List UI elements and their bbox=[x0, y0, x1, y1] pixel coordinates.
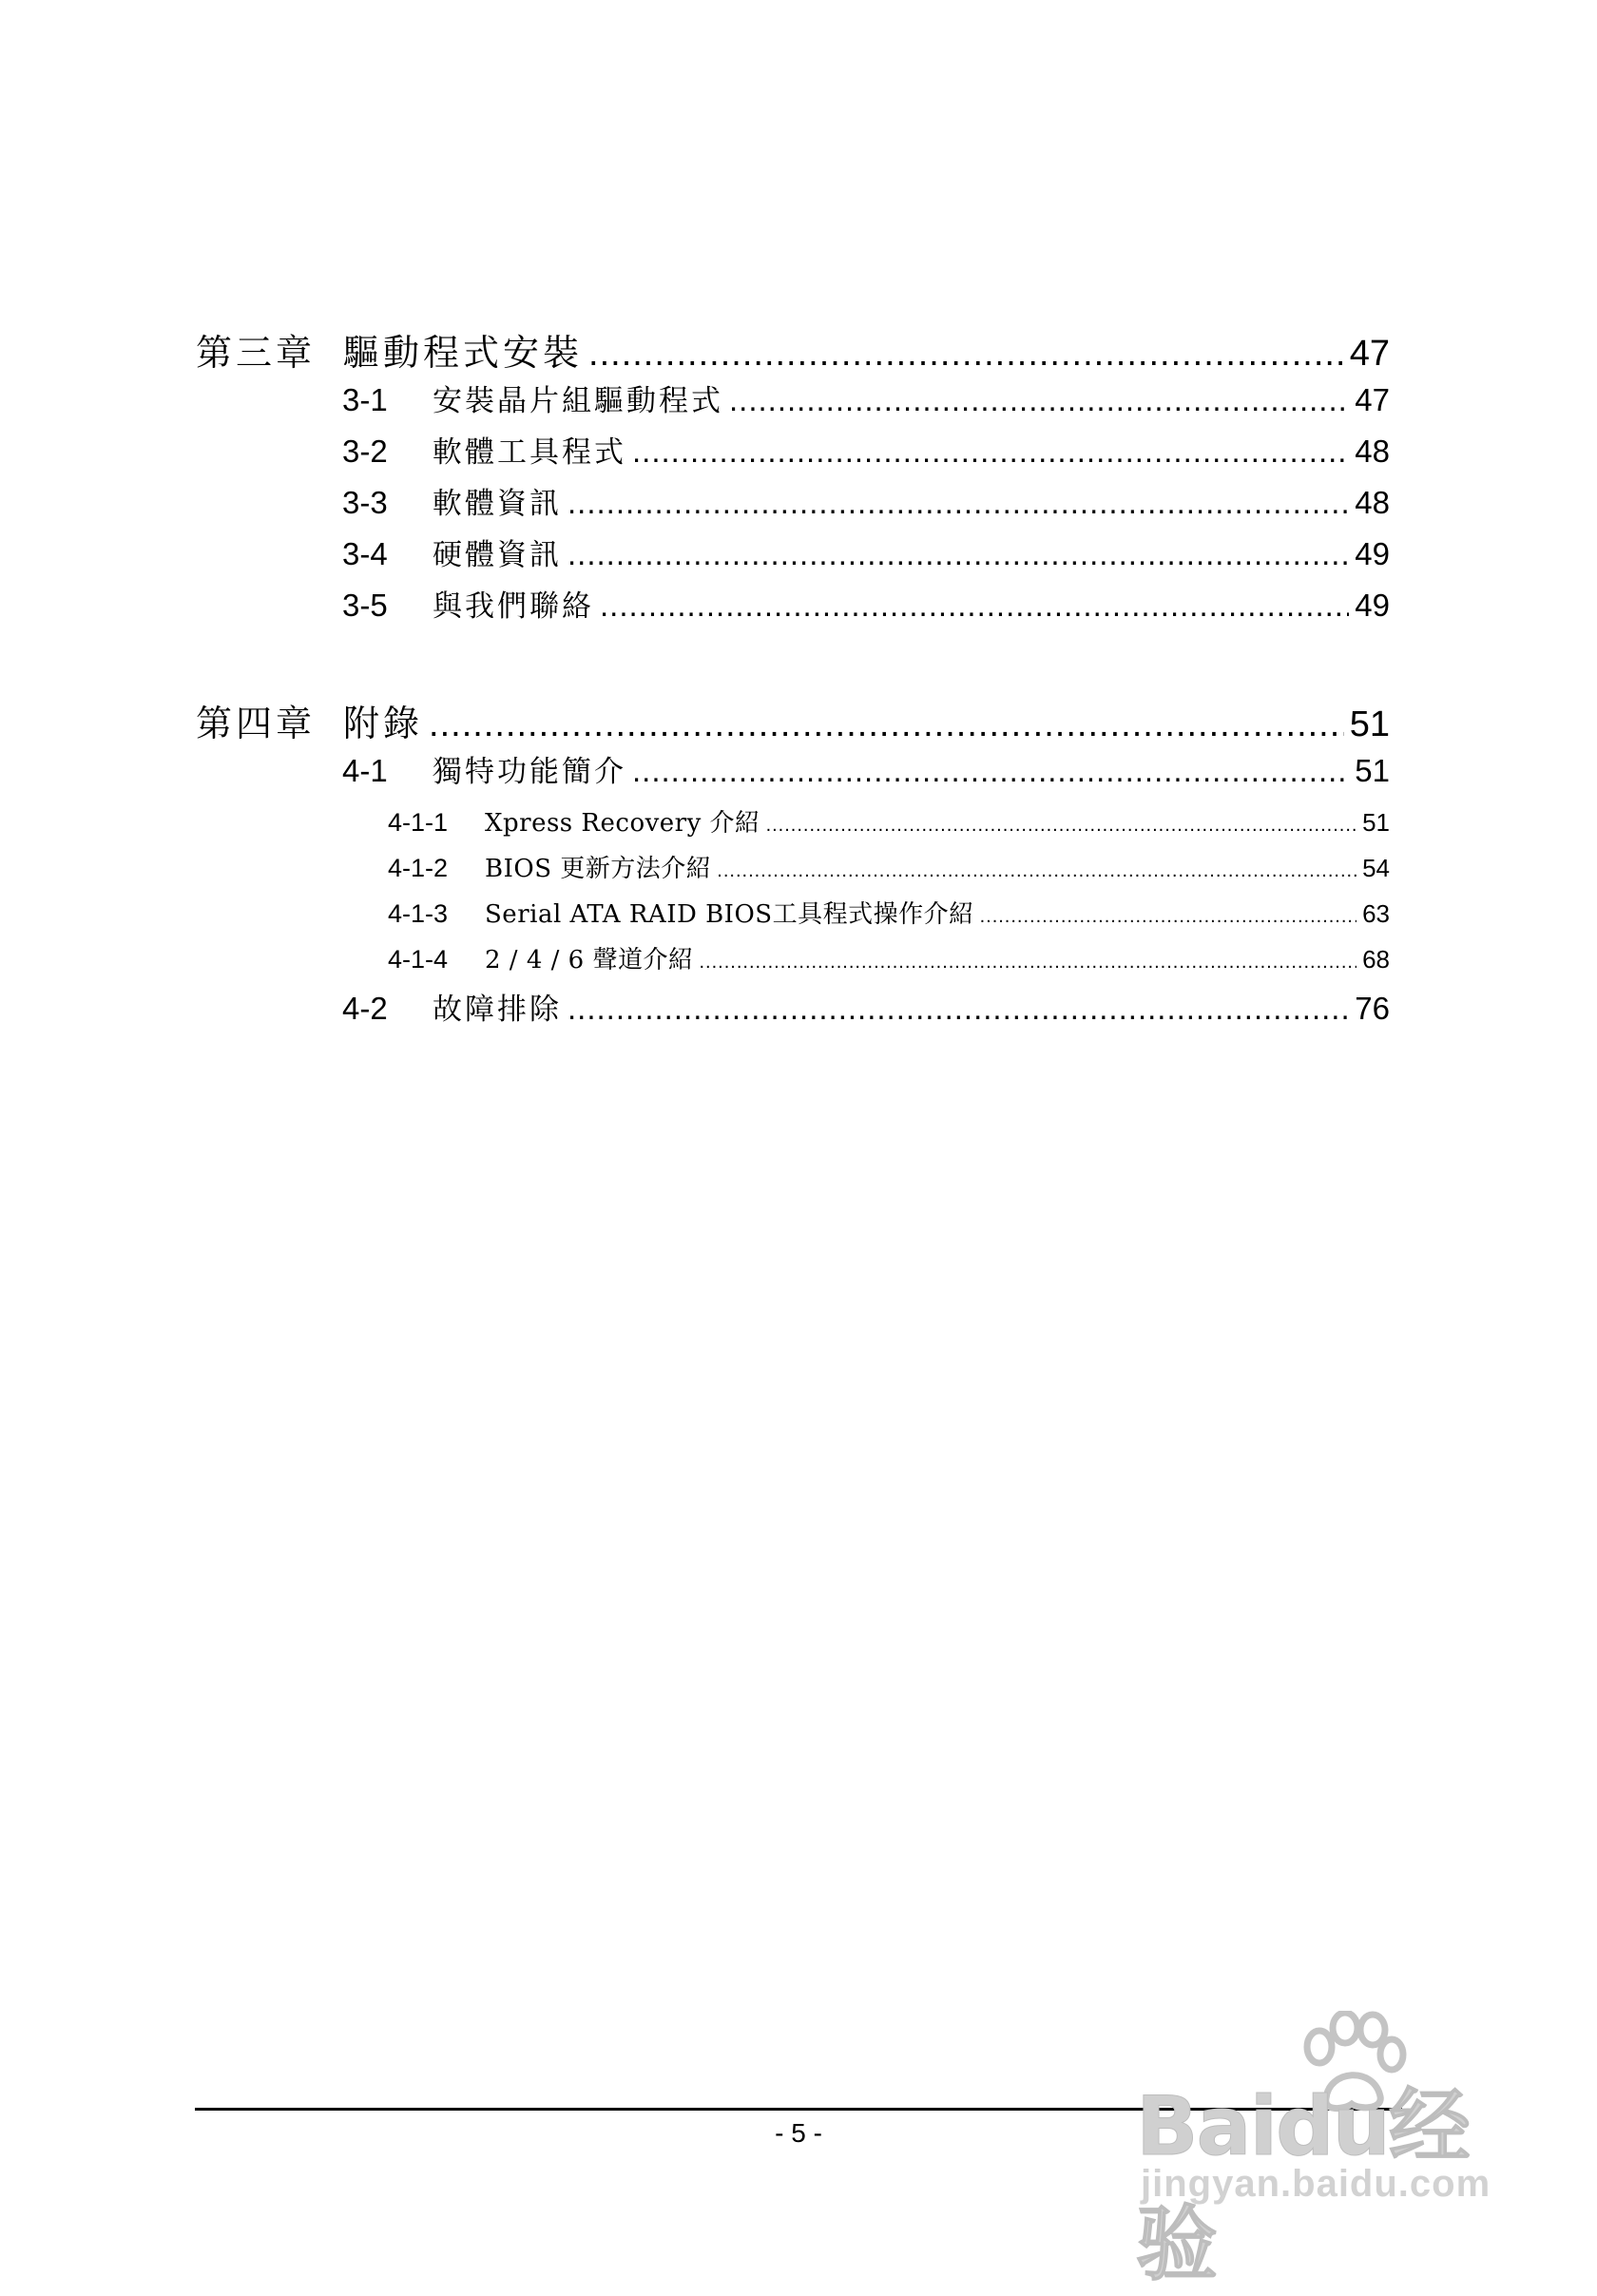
page-number: 68 bbox=[1362, 945, 1390, 974]
dot-leader bbox=[717, 860, 1356, 882]
baidu-watermark bbox=[1122, 2011, 1521, 2292]
section-number: 4-1 bbox=[342, 753, 388, 788]
subsection-title: Xpress Recovery 介紹 bbox=[485, 809, 760, 838]
watermark-url: jingyan.baidu.com bbox=[1141, 2163, 1491, 2205]
toc-section-3-2[interactable] bbox=[342, 428, 1390, 471]
section-number: 3-5 bbox=[342, 588, 388, 623]
section-title: 故障排除 bbox=[433, 993, 562, 1027]
subsection-number: 4-1-1 bbox=[388, 808, 449, 837]
page-number: 63 bbox=[1362, 899, 1390, 928]
page-number: 47 bbox=[1349, 334, 1390, 374]
page-number: 51 bbox=[1349, 704, 1390, 744]
page-number: 76 bbox=[1355, 991, 1390, 1026]
section-title: 與我們聯絡 bbox=[433, 589, 594, 624]
toc-subsection-4-1-1[interactable] bbox=[388, 803, 1390, 839]
dot-leader bbox=[766, 815, 1357, 837]
page-number: 54 bbox=[1362, 854, 1390, 882]
section-title: 硬體資訊 bbox=[433, 538, 562, 572]
chapter-number: 第三章 bbox=[196, 332, 317, 374]
toc-chapter-3[interactable] bbox=[196, 323, 1390, 376]
toc-subsection-4-1-4[interactable] bbox=[388, 940, 1390, 975]
toc-section-3-3[interactable] bbox=[342, 479, 1390, 522]
section-title: 軟體資訊 bbox=[433, 487, 562, 521]
section-title: 獨特功能簡介 bbox=[433, 755, 626, 789]
dot-leader bbox=[600, 588, 1349, 624]
toc-section-4-2[interactable] bbox=[342, 985, 1390, 1028]
section-number: 3-4 bbox=[342, 536, 388, 571]
toc-section-4-1[interactable] bbox=[342, 747, 1390, 790]
toc-section-3-4[interactable] bbox=[342, 531, 1390, 573]
section-title: 安裝晶片組驅動程式 bbox=[433, 384, 723, 418]
subsection-title: 2 / 4 / 6 聲道介紹 bbox=[485, 946, 694, 974]
page-number: 51 bbox=[1355, 753, 1390, 788]
toc-section-3-5[interactable] bbox=[342, 582, 1390, 625]
dot-leader bbox=[699, 952, 1356, 974]
dot-leader bbox=[632, 434, 1349, 470]
subsection-title: BIOS 更新方法介紹 bbox=[485, 855, 712, 883]
dot-leader bbox=[568, 991, 1349, 1027]
page-number: 51 bbox=[1362, 808, 1390, 837]
section-title: 軟體工具程式 bbox=[433, 435, 626, 470]
dot-leader bbox=[632, 753, 1349, 789]
page-number: 48 bbox=[1355, 485, 1390, 520]
page-number: 47 bbox=[1355, 382, 1390, 417]
dot-leader bbox=[429, 704, 1344, 745]
dot-leader bbox=[729, 382, 1349, 418]
page-number: 49 bbox=[1355, 588, 1390, 623]
section-number: 3-3 bbox=[342, 485, 388, 520]
toc-chapter-4[interactable] bbox=[196, 694, 1390, 746]
subsection-title: Serial ATA RAID BIOS工具程式操作介紹 bbox=[485, 900, 974, 929]
section-number: 4-2 bbox=[342, 991, 388, 1026]
section-number: 3-2 bbox=[342, 434, 388, 469]
dot-leader bbox=[568, 536, 1349, 572]
chapter-number: 第四章 bbox=[196, 703, 317, 744]
toc-section-3-1[interactable] bbox=[342, 376, 1390, 419]
watermark-brand: Baidu经验 bbox=[1136, 2079, 1469, 2292]
subsection-number: 4-1-4 bbox=[388, 945, 449, 974]
chapter-title: 驅動程式安裝 bbox=[343, 332, 584, 374]
dot-leader bbox=[588, 334, 1344, 375]
section-number: 3-1 bbox=[342, 382, 388, 417]
chapter-title: 附錄 bbox=[343, 703, 424, 744]
footer-page-number: - 5 - bbox=[775, 2118, 822, 2148]
subsection-number: 4-1-3 bbox=[388, 899, 449, 928]
subsection-number: 4-1-2 bbox=[388, 854, 449, 882]
toc-subsection-4-1-3[interactable] bbox=[388, 895, 1390, 930]
dot-leader bbox=[980, 906, 1357, 928]
dot-leader bbox=[568, 485, 1349, 521]
page-number: 48 bbox=[1355, 434, 1390, 469]
toc-subsection-4-1-2[interactable] bbox=[388, 849, 1390, 884]
page-number: 49 bbox=[1355, 536, 1390, 571]
